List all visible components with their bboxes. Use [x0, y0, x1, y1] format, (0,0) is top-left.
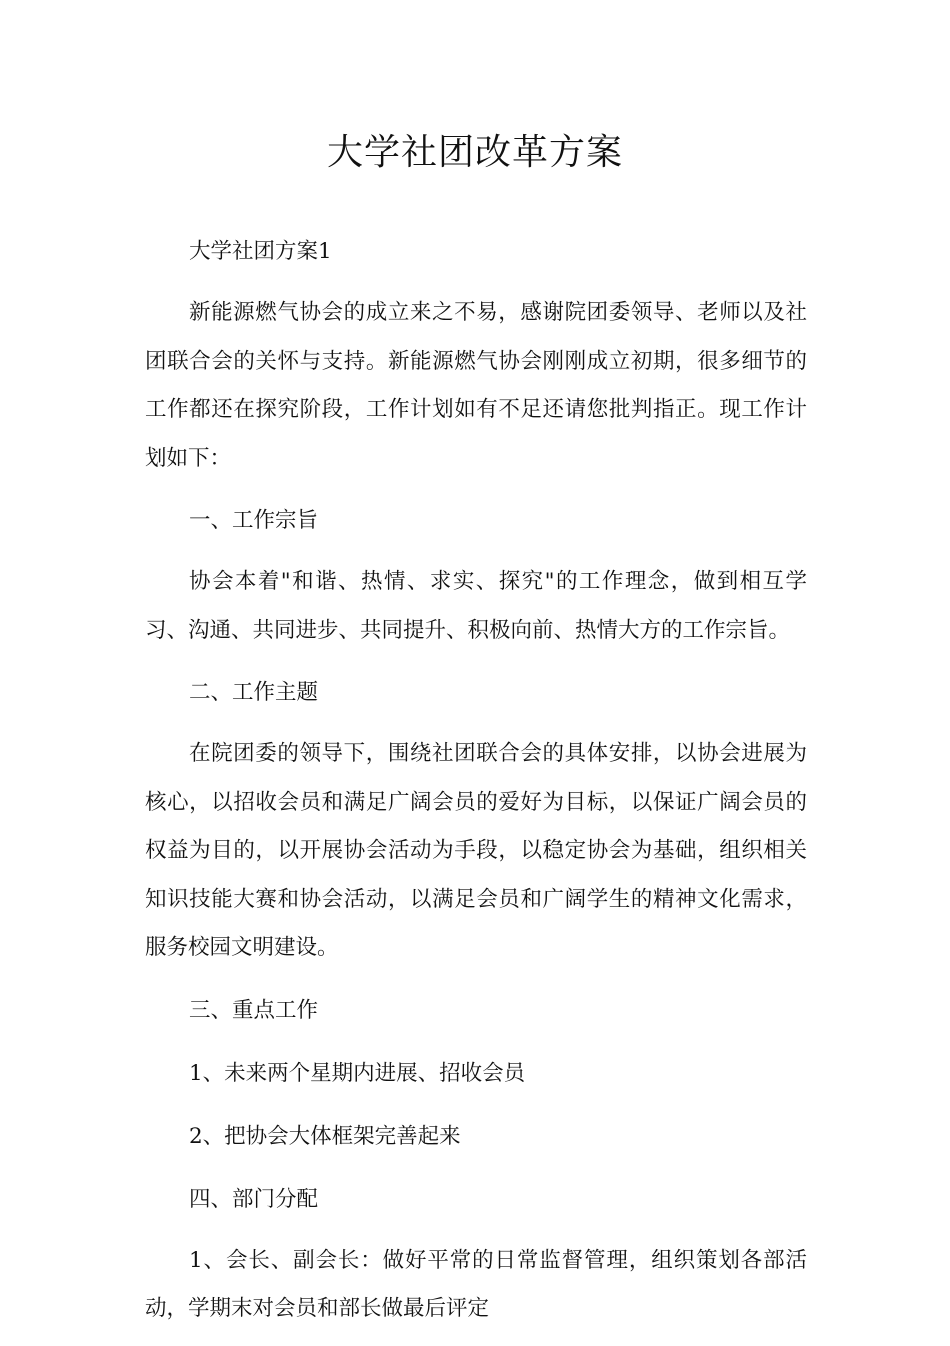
paragraph-subtitle: 大学社团方案1	[189, 239, 332, 264]
document-body	[145, 226, 807, 1346]
paragraph-purpose: 协会本着"和谐、热情、求实、探究"的工作理念，做到相互学习、沟通、共同进步、共同提升、积极向前、热情大方的工作宗旨。	[145, 569, 807, 643]
section-heading-theme: 二、工作主题	[189, 680, 319, 705]
list-item-key-work-1: 1、未来两个星期内进展、招收会员	[189, 1060, 526, 1086]
section-heading-key-work: 三、重点工作	[189, 997, 319, 1023]
paragraph-theme: 在院团委的领导下，围绕社团联合会的具体安排，以协会进展为核心，以招收会员和满足广阔会员的爱好为目标，以保证广阔会员的权益为目的，以开展协会活动为手段，以稳定协会为基础，组织相关知识技能大赛和协会活动，以满足会员和广阔学生的精神文化需求，服务校园文明建设。	[145, 741, 807, 960]
section-heading-purpose: 一、工作宗旨	[189, 508, 319, 533]
paragraph-intro: 新能源燃气协会的成立来之不易，感谢院团委领导、老师以及社团联合会的关怀与支持。新能源燃气协会刚刚成立初期，很多细节的工作都还在探究阶段，工作计划如有不足还请您批判指正。现工作计划如下：	[145, 300, 807, 471]
section-heading-departments: 四、部门分配	[189, 1186, 319, 1212]
document-title: 大学社团改革方案	[326, 132, 623, 173]
list-item-department-1: 1、会长、副会长：做好平常的日常监督管理，组织策划各部活动，学期末对会员和部长做最后评定	[145, 1247, 807, 1321]
list-item-key-work-2: 2、把协会大体框架完善起来	[189, 1123, 461, 1149]
